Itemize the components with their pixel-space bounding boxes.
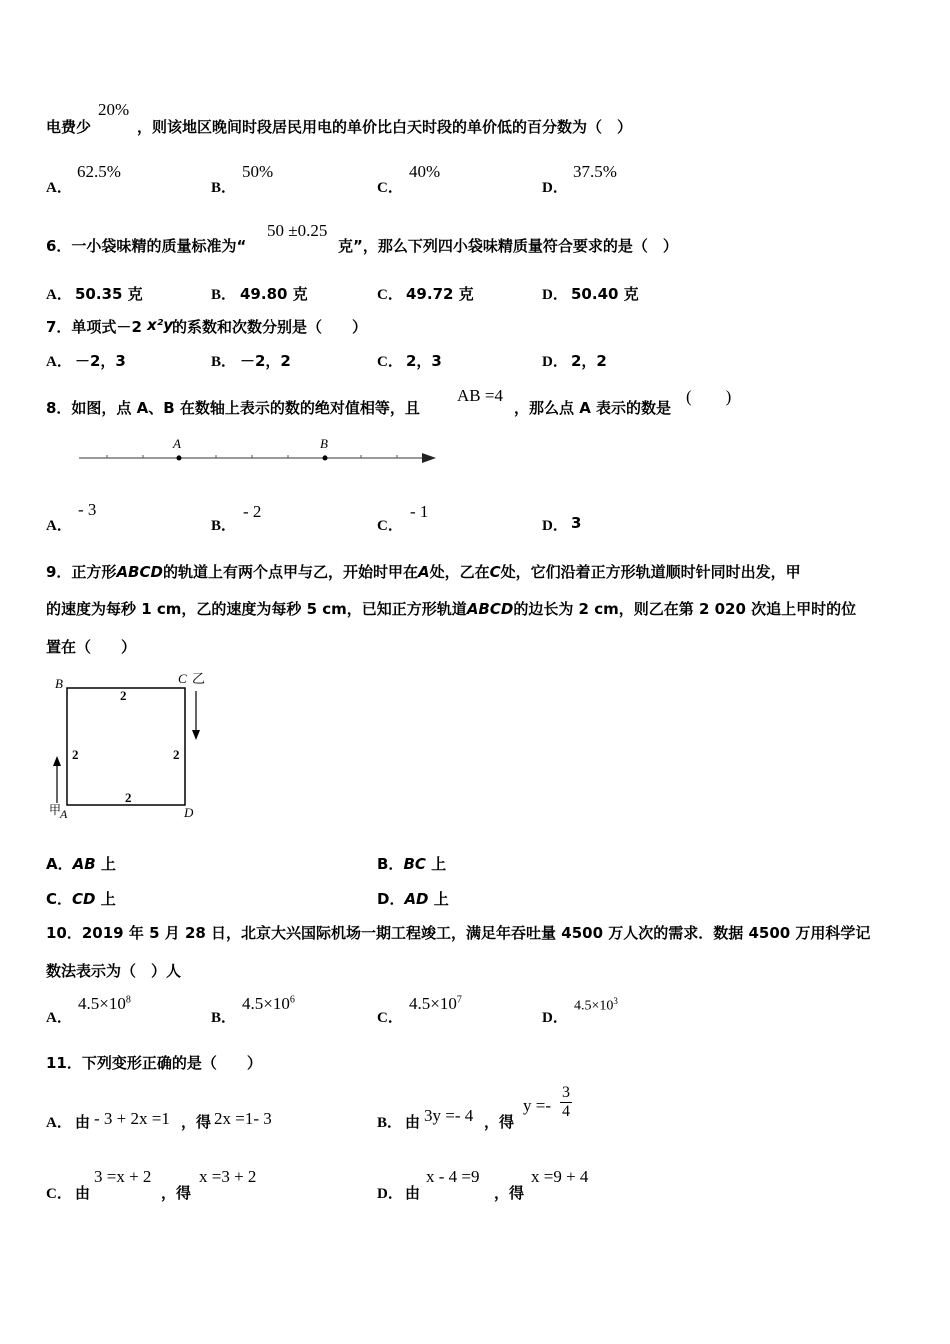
q11-option-b-text2: ，得: [484, 1113, 515, 1131]
q10-stem-line2: 数法表示为（ ）人: [46, 962, 182, 980]
number-line-arrow: [422, 453, 436, 463]
q7-stem-suffix: 的系数和次数分别是（ ）: [172, 318, 368, 336]
q10-option-a-value: [78, 994, 131, 1014]
q10-option-b-exp: 6: [289, 994, 295, 1006]
q7-option-d-label: D．: [542, 354, 568, 370]
q5-option-a-label: A．: [46, 180, 72, 196]
q10-option-d-label: D．: [542, 1010, 568, 1026]
q9-option-c-label: C．: [46, 890, 73, 908]
side-left-label: 2: [72, 747, 79, 762]
q9-line1-g: 处，它们沿着正方形轨道顺时针同时出发，甲: [500, 563, 801, 581]
q10-option-a-exp: 8: [125, 994, 131, 1006]
q11-option-c-text1: 由: [75, 1184, 91, 1202]
q9-line1-d: A: [417, 563, 430, 581]
q7-option-d-value: 2，2: [571, 352, 607, 370]
q6-stem-math: 50 ±0.25: [267, 221, 328, 240]
q5-option-b-label: B．: [211, 180, 237, 196]
vertex-c-label: C: [178, 671, 187, 686]
q9-option-c: [46, 888, 116, 909]
q9-option-d-seg: AD: [404, 890, 429, 908]
q7-stem-variable: x²y: [147, 316, 174, 334]
q7-stem-prefix: 7．单项式－2: [46, 318, 142, 336]
q10-option-c-exp: 7: [456, 994, 462, 1006]
q7-option-b-label: B．: [211, 354, 237, 370]
q11-option-c-math1: 3 =x + 2: [94, 1167, 152, 1186]
q11-option-a-math1: - 3 + 2x =1: [94, 1109, 170, 1128]
q9-option-b: [377, 853, 446, 874]
q11-stem: 11．下列变形正确的是（ ）: [46, 1054, 262, 1072]
point-a-label: A: [173, 436, 181, 451]
q11-option-c-label: C．: [46, 1186, 72, 1202]
q9-stem-line2: [46, 598, 856, 619]
q9-line1-f: C: [489, 563, 501, 581]
yi-arrow-head: [192, 730, 200, 740]
q5-option-d-value: 37.5%: [573, 162, 617, 181]
q8-option-c-value: - 1: [410, 502, 429, 521]
q10-option-a-label: A．: [46, 1010, 72, 1026]
q8-option-b-label: B．: [211, 518, 237, 534]
q9-line2-b: ABCD: [466, 600, 514, 618]
q9-option-b-seg: BC: [403, 855, 426, 873]
q11-option-c-math2: x =3 + 2: [199, 1167, 257, 1186]
q8-stem-suffix: ，那么点 A 表示的数是: [514, 399, 672, 417]
q6-option-d-label: D．: [542, 287, 568, 303]
q11-option-c-text2: ，得: [161, 1184, 192, 1202]
q11-option-b-math1: 3y =- 4: [424, 1106, 474, 1125]
q11-option-b-text1: 由: [405, 1113, 421, 1131]
q9-option-d-label: D．: [377, 890, 405, 908]
q8-option-a-label: A．: [46, 518, 72, 534]
q9-option-c-seg: CD: [72, 890, 96, 908]
q11-option-b-numerator: 3: [562, 1084, 570, 1101]
side-right-label: 2: [173, 747, 180, 762]
q10-option-b-base: 4.5×10: [242, 994, 290, 1013]
q9-line1-a: 9．正方形: [46, 563, 117, 581]
q9-option-a-seg: AB: [72, 855, 96, 873]
q7-option-c-value: 2，3: [406, 352, 442, 370]
q9-option-b-label: B．: [377, 855, 404, 873]
q10-option-c-base: 4.5×10: [409, 994, 457, 1013]
q11-option-a-text1: 由: [75, 1113, 91, 1131]
q8-option-d-value: 3: [571, 514, 582, 532]
q11-option-a-label: A．: [46, 1115, 72, 1131]
point-b-dot: [323, 456, 328, 461]
q7-option-b-value: －2，2: [240, 352, 291, 370]
vertex-d-label: D: [184, 805, 194, 820]
number-line-figure: [70, 432, 450, 472]
q11-option-b-denominator: 4: [562, 1103, 570, 1120]
q5-option-b-value: 50%: [242, 162, 274, 181]
q5-option-d-label: D．: [542, 180, 568, 196]
q5-stem-suffix: ，则该地区晚间时段居民用电的单价比白天时段的单价低的百分数为（ ）: [137, 118, 633, 136]
q5-stem-math: 20%: [98, 100, 130, 119]
square-track-figure: [44, 668, 224, 826]
q6-option-c-label: C．: [377, 287, 403, 303]
q11-option-b-math2: y =-: [523, 1096, 551, 1115]
q10-stem-line1: 10．2019 年 5 月 28 日，北京大兴国际机场一期工程竣工，满足年吞吐量 4500 万人次的需求．数据 4500 万用科学记: [46, 924, 871, 942]
q9-line2-a: 的速度为每秒 1 cm，乙的速度为每秒 5 cm，已知正方形轨道: [46, 600, 467, 618]
q9-option-c-suffix: 上: [100, 890, 116, 908]
point-b-label: B: [320, 436, 328, 451]
q9-option-b-suffix: 上: [431, 855, 447, 873]
q9-option-d-suffix: 上: [433, 890, 449, 908]
q6-stem-prefix: 6．一小袋味精的质量标准为“: [46, 237, 247, 255]
q9-line1-b: ABCD: [116, 563, 163, 581]
q11-option-a-text2: ，得: [181, 1113, 212, 1131]
q7-option-c-label: C．: [377, 354, 403, 370]
vertex-a-label: A: [60, 807, 68, 821]
q11-option-d-text2: ，得: [494, 1184, 525, 1202]
q9-line1-c: 的轨道上有两个点甲与乙，开始时甲在: [162, 563, 418, 581]
q9-stem-line1: [46, 561, 801, 582]
q11-option-b-label: B．: [377, 1115, 403, 1131]
q10-option-d-value: [574, 996, 618, 1015]
q6-option-d-value: 50.40 克: [571, 285, 639, 303]
q8-option-d-label: D．: [542, 518, 568, 534]
q5-stem-prefix: 电费少: [46, 118, 92, 136]
q9-line1-e: 处，乙在: [429, 563, 490, 581]
q5-option-c-label: C．: [377, 180, 403, 196]
q5-option-c-value: 40%: [409, 162, 441, 181]
side-top-label: 2: [120, 688, 127, 703]
q10-option-d-exp: 3: [613, 996, 618, 1006]
jia-arrow-head: [53, 756, 61, 766]
q11-option-d-math2: x =9 + 4: [531, 1167, 589, 1186]
q10-option-b-value: [242, 994, 295, 1014]
q8-answer-paren: ( ): [686, 387, 732, 406]
q6-stem-suffix: 克”，那么下列四小袋味精质量符合要求的是（ ）: [338, 237, 678, 255]
vertex-b-label: B: [55, 676, 63, 691]
q6-option-a-label: A．: [46, 287, 72, 303]
q7-option-a-label: A．: [46, 354, 72, 370]
q10-option-a-base: 4.5×10: [78, 994, 126, 1013]
q10-option-d-base: 4.5×10: [574, 998, 614, 1014]
q11-option-b-fraction: [560, 1084, 572, 1121]
q8-option-c-label: C．: [377, 518, 403, 534]
q6-option-b-label: B．: [211, 287, 237, 303]
q9-stem-line3: 置在（ ）: [46, 638, 137, 656]
q6-option-c-value: 49.72 克: [406, 285, 474, 303]
q10-option-b-label: B．: [211, 1010, 237, 1026]
q9-option-a-suffix: 上: [100, 855, 116, 873]
point-a-dot: [177, 456, 182, 461]
q6-option-a-value: 50.35 克: [75, 285, 143, 303]
yi-label: 乙: [192, 671, 206, 686]
side-bottom-label: 2: [125, 790, 132, 805]
q11-option-d-math1: x - 4 =9: [426, 1167, 480, 1186]
q5-option-a-value: 62.5%: [77, 162, 121, 181]
q8-stem-math: AB =4: [457, 386, 503, 405]
q11-option-a-math2: 2x =1- 3: [214, 1109, 272, 1128]
q10-option-c-label: C．: [377, 1010, 403, 1026]
q6-option-b-value: 49.80 克: [240, 285, 308, 303]
q8-option-a-value: - 3: [78, 500, 97, 519]
q7-option-a-value: －2，3: [75, 352, 126, 370]
q9-option-a-label: A．: [46, 855, 73, 873]
q11-option-d-label: D．: [377, 1186, 403, 1202]
q11-option-d-text1: 由: [405, 1184, 421, 1202]
square-track: [67, 688, 185, 805]
jia-label: 甲: [49, 803, 62, 817]
q9-option-a: [46, 853, 116, 874]
q9-option-d: [377, 888, 449, 909]
q8-stem-prefix: 8．如图，点 A、B 在数轴上表示的数的绝对值相等，且: [46, 399, 420, 417]
q10-option-c-value: [409, 994, 462, 1014]
q8-option-b-value: - 2: [243, 502, 262, 521]
q9-line2-c: 的边长为 2 cm，则乙在第 2 020 次追上甲时的位: [513, 600, 857, 618]
